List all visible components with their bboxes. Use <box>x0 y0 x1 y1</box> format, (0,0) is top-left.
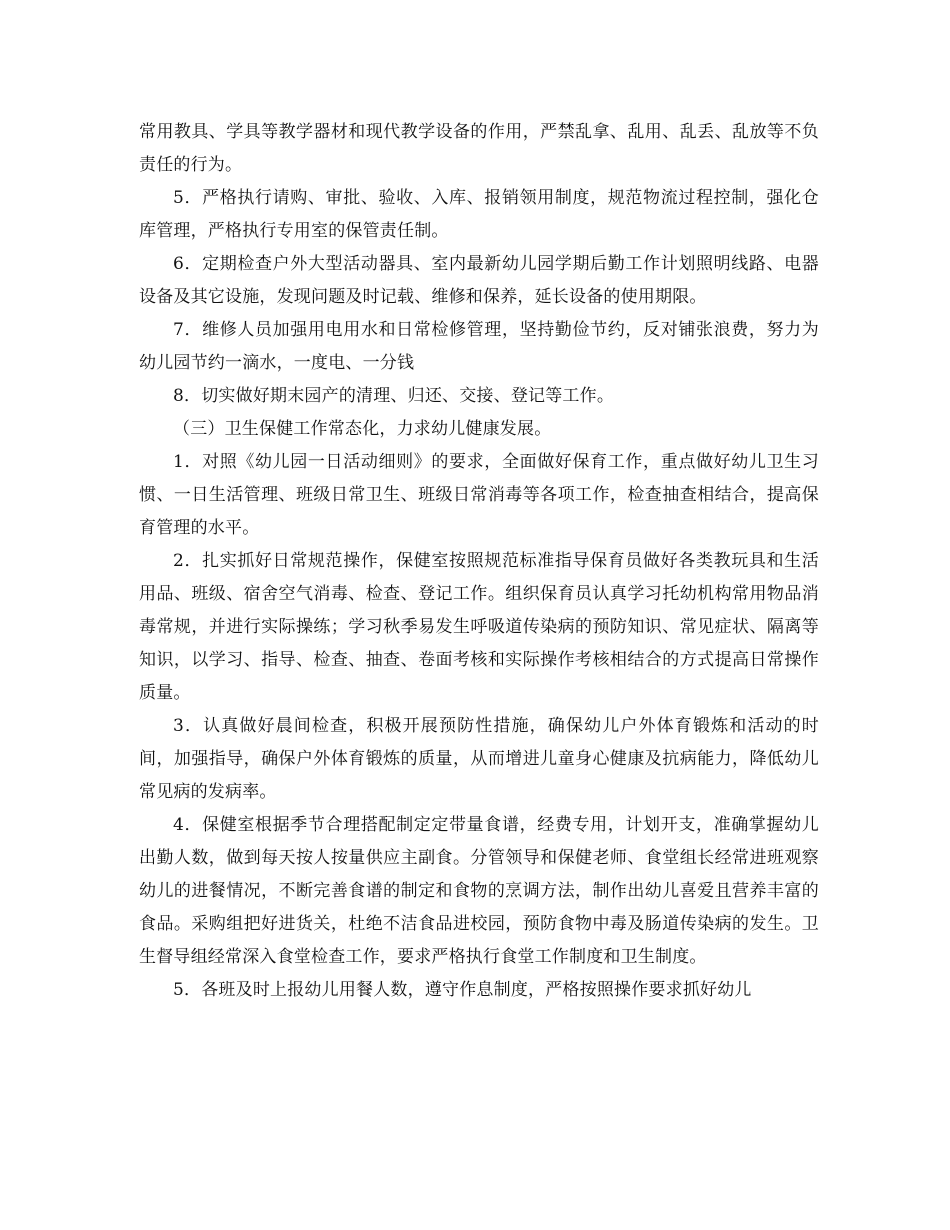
paragraph: 3．认真做好晨间检查，积极开展预防性措施，确保幼儿户外体育锻炼和活动的时间，加强指导，确保户外体育锻炼的质量，从而增进儿童身心健康及抗病能力，降低幼儿常见病的发病率。 <box>139 716 819 802</box>
document-body <box>139 116 819 1007</box>
paragraph: 5．各班及时上报幼儿用餐人数，遵守作息制度，严格按照操作要求抓好幼儿 <box>173 980 752 1000</box>
paragraph: 常用教具、学具等教学器材和现代教学设备的作用，严禁乱拿、乱用、乱丢、乱放等不负责任的行为。 <box>139 122 819 175</box>
paragraph: 5．严格执行请购、审批、验收、入库、报销领用制度，规范物流过程控制，强化仓库管理，严格执行专用室的保管责任制。 <box>139 188 819 241</box>
paragraph: 2．扎实抓好日常规范操作，保健室按照规范标准指导保育员做好各类教玩具和生活用品、班级、宿舍空气消毒、检查、登记工作。组织保育员认真学习托幼机构常用物品消毒常规，并进行实际操练；学习秋季易发生呼吸道传染病的预防知识、常见症状、隔离等知识，以学习、指导、检查、抽查、卷面考核和实际操作考核相结合的方式提高日常操作质量。 <box>139 551 819 703</box>
paragraph: 8．切实做好期末园产的清理、归还、交接、登记等工作。 <box>173 386 615 406</box>
paragraph: 7．维修人员加强用电用水和日常检修管理，坚持勤俭节约，反对铺张浪费，努力为幼儿园节约一滴水，一度电、一分钱 <box>139 320 819 373</box>
paragraph: 4．保健室根据季节合理搭配制定定带量食谱，经费专用，计划开支，准确掌握幼儿出勤人数，做到每天按人按量供应主副食。分管领导和保健老师、食堂组长经常进班观察幼儿的进餐情况，不断完善食谱的制定和食物的烹调方法，制作出幼儿喜爱且营养丰富的食品。采购组把好进货关，杜绝不洁食品进校园，预防食物中毒及肠道传染病的发生。卫生督导组经常深入食堂检查工作，要求严格执行食堂工作制度和卫生制度。 <box>139 815 819 967</box>
paragraph: 1．对照《幼儿园一日活动细则》的要求，全面做好保育工作，重点做好幼儿卫生习惯、一日生活管理、班级日常卫生、班级日常消毒等各项工作，检查抽查相结合，提高保育管理的水平。 <box>139 452 819 538</box>
section-heading: （三）卫生保健工作常态化，力求幼儿健康发展。 <box>173 419 552 439</box>
paragraph: 6．定期检查户外大型活动器具、室内最新幼儿园学期后勤工作计划照明线路、电器设备及其它设施，发现问题及时记载、维修和保养，延长设备的使用期限。 <box>139 254 819 307</box>
